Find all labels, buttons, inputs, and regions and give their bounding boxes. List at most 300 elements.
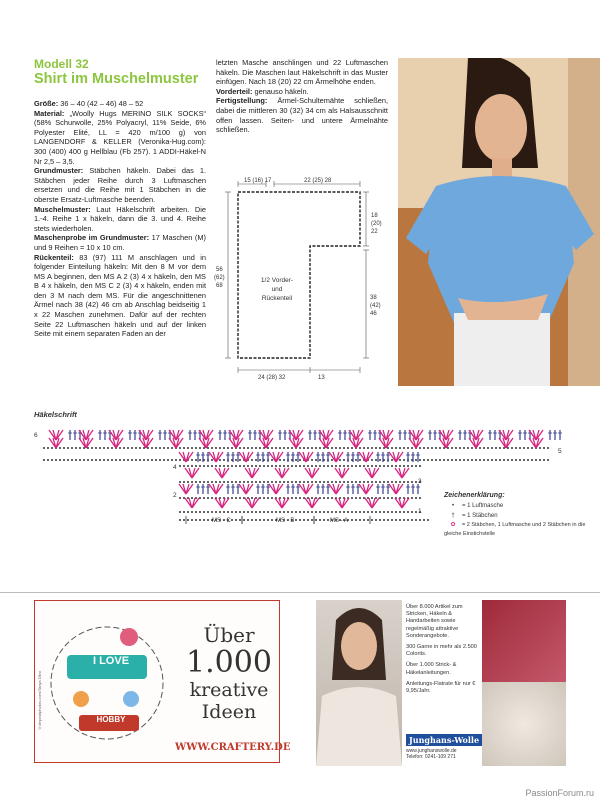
- chain-mark: [251, 511, 253, 513]
- chain-mark: [51, 447, 53, 449]
- chain-mark: [239, 447, 241, 449]
- chain-mark: [75, 459, 77, 461]
- chain-mark: [299, 481, 301, 483]
- shell-stitch-mark: [335, 468, 349, 478]
- chain-mark: [351, 511, 353, 513]
- junghans-brand: [406, 730, 486, 760]
- article-column-1: [34, 58, 206, 339]
- chain-mark: [263, 447, 265, 449]
- row-label-2: 2: [173, 492, 177, 499]
- chain-mark: [291, 481, 293, 483]
- chain-mark: [243, 465, 245, 467]
- chain-mark: [311, 465, 313, 467]
- chain-mark: [43, 447, 45, 449]
- chain-mark: [203, 497, 205, 499]
- chain-mark: [519, 459, 521, 461]
- chain-mark: [399, 511, 401, 513]
- chain-mark: [375, 511, 377, 513]
- chain-mark: [467, 447, 469, 449]
- shell-stitch-mark: [229, 430, 243, 440]
- chain-mark: [139, 447, 141, 449]
- shell-stitch-mark: [395, 498, 409, 508]
- chain-mark: [295, 519, 297, 521]
- chain-mark: [99, 447, 101, 449]
- chain-mark: [419, 519, 421, 521]
- row-label-6: 6: [34, 432, 38, 439]
- chain-mark: [267, 519, 269, 521]
- chain-mark: [323, 481, 325, 483]
- chain-mark: [303, 465, 305, 467]
- chain-mark: [447, 447, 449, 449]
- chain-mark: [411, 497, 413, 499]
- chain-mark: [263, 511, 265, 513]
- article-title: Shirt im Muschelmuster: [34, 71, 199, 87]
- model-number: Modell 32: [34, 57, 89, 71]
- chain-mark: [479, 459, 481, 461]
- chain-mark: [363, 511, 365, 513]
- chain-mark: [203, 481, 205, 483]
- watermark: PassionForum.ru: [525, 788, 594, 798]
- chain-mark: [271, 465, 273, 467]
- shell-stitch-mark: [365, 498, 379, 508]
- chain-mark: [195, 511, 197, 513]
- chain-mark: [383, 481, 385, 483]
- chain-mark: [47, 459, 49, 461]
- chain-mark: [299, 511, 301, 513]
- chain-mark: [451, 459, 453, 461]
- chain-mark: [375, 519, 377, 521]
- chain-mark: [183, 465, 185, 467]
- chain-mark: [63, 447, 65, 449]
- chain-mark: [247, 511, 249, 513]
- chain-mark: [183, 481, 185, 483]
- chain-mark: [251, 519, 253, 521]
- chain-mark: [259, 447, 261, 449]
- chain-mark: [351, 497, 353, 499]
- chain-mark: [483, 447, 485, 449]
- chain-mark: [71, 459, 73, 461]
- chain-mark: [255, 481, 257, 483]
- junghans-ad[interactable]: [316, 600, 566, 766]
- chain-mark: [231, 519, 233, 521]
- chain-mark: [319, 447, 321, 449]
- chain-mark: [435, 447, 437, 449]
- chain-mark: [383, 519, 385, 521]
- chain-mark: [71, 447, 73, 449]
- chain-mark: [279, 447, 281, 449]
- chain-mark: [279, 481, 281, 483]
- instruction-paragraph: Grundmuster: Stäbchen häkeln. Dabei das 1. Stäbchen jeder Reihe durch 3 Luftmaschen ersetzen und die Reihe mit 1 Stäbchen in die oberste Ersatz-Luftmasche beenden.: [34, 166, 206, 204]
- shell-stitch-mark: [239, 452, 253, 462]
- chain-mark: [179, 519, 181, 521]
- chain-mark: [379, 459, 381, 461]
- shell-stitch-mark: [359, 452, 373, 462]
- chain-mark: [371, 497, 373, 499]
- chain-mark: [291, 497, 293, 499]
- chain-mark: [227, 511, 229, 513]
- chain-mark: [299, 447, 301, 449]
- chain-mark: [503, 447, 505, 449]
- row-label-4: 4: [173, 464, 177, 471]
- chain-mark: [275, 511, 277, 513]
- chain-mark: [355, 481, 357, 483]
- chain-mark: [203, 519, 205, 521]
- dim-length: 56 (62) 68: [214, 267, 225, 289]
- shell-stitch-mark: [319, 430, 333, 440]
- chain-mark: [375, 465, 377, 467]
- chain-mark: [99, 459, 101, 461]
- chain-mark: [367, 519, 369, 521]
- chain-mark: [235, 511, 237, 513]
- chain-mark: [375, 481, 377, 483]
- chain-mark: [347, 447, 349, 449]
- chain-mark: [195, 481, 197, 483]
- chain-mark: [471, 447, 473, 449]
- chain-mark: [187, 481, 189, 483]
- shell-stitch-mark: [239, 484, 253, 494]
- chain-mark: [391, 497, 393, 499]
- chain-mark: [447, 459, 449, 461]
- chain-mark: [311, 481, 313, 483]
- shell-stitch-mark: [499, 430, 513, 440]
- chain-mark: [487, 459, 489, 461]
- chain-mark: [359, 465, 361, 467]
- chain-mark: [403, 465, 405, 467]
- chain-mark: [259, 519, 261, 521]
- chain-mark: [123, 447, 125, 449]
- chain-mark: [191, 481, 193, 483]
- chain-mark: [327, 511, 329, 513]
- chain-mark: [415, 511, 417, 513]
- chain-mark: [103, 459, 105, 461]
- chain-mark: [527, 447, 529, 449]
- chain-mark: [311, 497, 313, 499]
- chain-mark: [159, 459, 161, 461]
- chain-mark: [363, 447, 365, 449]
- schematic-center-label: 1/2 Vorder- und Rückenteil: [260, 277, 294, 302]
- chain-mark: [331, 459, 333, 461]
- chain-mark: [215, 511, 217, 513]
- shell-stitch-mark: [275, 498, 289, 508]
- chain-mark: [271, 481, 273, 483]
- chain-mark: [223, 511, 225, 513]
- chain-mark: [495, 459, 497, 461]
- chain-mark: [327, 519, 329, 521]
- chain-mark: [483, 459, 485, 461]
- chain-mark: [515, 447, 517, 449]
- chain-mark: [223, 459, 225, 461]
- chain-mark: [415, 465, 417, 467]
- craftery-headline: Über 1.000 kreative Ideen: [186, 623, 272, 723]
- chain-mark: [403, 519, 405, 521]
- chain-mark: [187, 511, 189, 513]
- chain-mark: [235, 481, 237, 483]
- instruction-paragraph: Vorderteil: genauso häkeln.: [216, 86, 309, 96]
- chain-mark: [343, 481, 345, 483]
- shell-stitch-mark: [395, 468, 409, 478]
- chain-mark: [283, 459, 285, 461]
- instruction-paragraph: Material: „Woolly Hugs MERINO SILK SOCKS“ (58% Schurwolle, 25% Polyacryl, 11% Seide, 6% Polyester Elité, LL = 420 m/100 g) von LANGENDORF & KELLER (Veronika-Hug.com): 300 (400) 400 g Hellblau (Fb 257). 1 ADDI-Häkel-N Nr 2,5 – 3,5.: [34, 108, 206, 166]
- chain-mark: [315, 447, 317, 449]
- chain-mark: [307, 511, 309, 513]
- chain-mark: [523, 447, 525, 449]
- chain-mark: [487, 447, 489, 449]
- chain-mark: [211, 481, 213, 483]
- junghans-website-link[interactable]: www.junghanswolle.de: [406, 748, 457, 754]
- row-label-5: 5: [558, 448, 562, 455]
- chain-mark: [203, 511, 205, 513]
- craftery-ad[interactable]: [34, 600, 291, 763]
- junghans-bullets: Über 8.000 Artikel zum Stricken, Häkeln & Handarbeiten sowie regelmäßig attraktive Sonderangebote. 300 Garne in mehr als 2.500 Colorits. Über 1.000 Strick- & Häkelanleitungen. Anleitungs-Flatrate für nur € 9,95/Jahr.: [406, 604, 477, 695]
- chain-mark: [315, 459, 317, 461]
- chain-mark: [451, 447, 453, 449]
- chain-mark: [315, 519, 317, 521]
- chain-mark: [279, 459, 281, 461]
- shell-stitch-mark: [389, 452, 403, 462]
- junghans-logo: Junghans-Wolle: [406, 734, 482, 746]
- chain-mark: [391, 459, 393, 461]
- chain-mark: [431, 447, 433, 449]
- chain-mark: [411, 481, 413, 483]
- chain-mark: [371, 447, 373, 449]
- shell-stitch-mark: [305, 498, 319, 508]
- chain-mark: [311, 511, 313, 513]
- chain-mark: [523, 459, 525, 461]
- chain-mark: [271, 511, 273, 513]
- chain-mark: [135, 459, 137, 461]
- chain-mark: [279, 465, 281, 467]
- chain-mark: [227, 465, 229, 467]
- chain-mark: [387, 481, 389, 483]
- chain-mark: [415, 497, 417, 499]
- chain-mark: [107, 459, 109, 461]
- chain-mark: [239, 465, 241, 467]
- chain-mark: [179, 511, 181, 513]
- chain-mark: [379, 519, 381, 521]
- chain-mark: [343, 459, 345, 461]
- chain-mark: [55, 459, 57, 461]
- instructions-text-1: [34, 99, 206, 339]
- chain-mark: [355, 459, 357, 461]
- chain-mark: [323, 447, 325, 449]
- dim-sleeve-height: 18 (20) 22: [371, 213, 382, 235]
- chain-mark: [351, 481, 353, 483]
- chain-mark: [415, 481, 417, 483]
- shell-stitch-mark: [299, 452, 313, 462]
- chain-mark: [211, 497, 213, 499]
- shell-stitch-mark: [49, 430, 63, 440]
- chain-mark: [491, 447, 493, 449]
- chain-mark: [407, 519, 409, 521]
- shell-stitch-mark: [245, 468, 259, 478]
- chain-mark: [331, 481, 333, 483]
- chain-mark: [51, 459, 53, 461]
- chain-mark: [535, 459, 537, 461]
- chain-mark: [263, 481, 265, 483]
- chain-mark: [59, 459, 61, 461]
- chain-mark: [391, 511, 393, 513]
- craftery-url-link[interactable]: WWW.CRAFTERY.DE: [175, 742, 291, 753]
- chain-mark: [355, 511, 357, 513]
- chain-mark: [203, 447, 205, 449]
- chain-mark: [347, 481, 349, 483]
- chain-mark: [231, 447, 233, 449]
- chain-mark: [323, 511, 325, 513]
- chain-mark: [127, 447, 129, 449]
- chain-mark: [327, 447, 329, 449]
- chain-mark: [379, 447, 381, 449]
- chain-mark: [499, 459, 501, 461]
- chain-mark: [159, 447, 161, 449]
- chain-mark: [183, 519, 185, 521]
- shell-stitch-mark: [269, 452, 283, 462]
- chain-mark: [255, 459, 257, 461]
- chain-mark: [255, 519, 257, 521]
- chain-mark: [359, 459, 361, 461]
- chain-mark: [307, 519, 309, 521]
- chain-mark: [303, 511, 305, 513]
- chain-mark: [135, 447, 137, 449]
- chain-mark: [191, 465, 193, 467]
- chain-mark: [139, 459, 141, 461]
- chain-mark: [243, 519, 245, 521]
- shell-stitch-mark: [365, 468, 379, 478]
- chain-mark: [339, 447, 341, 449]
- chain-mark: [247, 465, 249, 467]
- shell-stitch-mark: [529, 430, 543, 440]
- chain-mark: [391, 465, 393, 467]
- chain-mark: [351, 465, 353, 467]
- chain-mark: [239, 481, 241, 483]
- shell-stitch-mark: [179, 484, 193, 494]
- chain-mark: [387, 447, 389, 449]
- chain-mark: [407, 447, 409, 449]
- chain-mark: [275, 447, 277, 449]
- shell-stitch-mark: [79, 430, 93, 440]
- chain-mark: [527, 459, 529, 461]
- chain-mark: [407, 481, 409, 483]
- shell-stitch-mark: [289, 430, 303, 440]
- chain-mark: [327, 465, 329, 467]
- chain-mark: [371, 465, 373, 467]
- chain-mark: [359, 519, 361, 521]
- shell-stitch-mark: [139, 430, 153, 440]
- dim-bottom-right: 13: [318, 375, 325, 381]
- shell-stitch-mark: [169, 430, 183, 440]
- chain-mark: [187, 447, 189, 449]
- chain-mark: [315, 465, 317, 467]
- chain-mark: [91, 447, 93, 449]
- chain-mark: [179, 481, 181, 483]
- chain-mark: [375, 459, 377, 461]
- chain-mark: [343, 465, 345, 467]
- chain-mark: [87, 447, 89, 449]
- chain-mark: [455, 459, 457, 461]
- chain-mark: [119, 447, 121, 449]
- chain-mark: [255, 447, 257, 449]
- dim-body-height: 38 (42) 46: [370, 295, 381, 317]
- shell-stitch-mark: [245, 498, 259, 508]
- row-label-3: 3: [418, 478, 422, 485]
- chain-mark: [131, 447, 133, 449]
- shell-stitch-mark: [109, 430, 123, 440]
- ad-model-photo: [316, 600, 402, 766]
- chain-mark: [219, 511, 221, 513]
- chain-mark: [243, 511, 245, 513]
- chain-mark: [519, 447, 521, 449]
- chain-mark: [223, 481, 225, 483]
- shell-stitch-mark: [299, 484, 313, 494]
- chain-mark: [95, 459, 97, 461]
- chain-mark: [119, 459, 121, 461]
- shell-stitch-mark: [305, 468, 319, 478]
- chain-mark: [411, 465, 413, 467]
- chain-mark: [143, 447, 145, 449]
- chain-mark: [199, 519, 201, 521]
- chain-mark: [327, 497, 329, 499]
- chain-mark: [307, 481, 309, 483]
- badge-i-love: I LOVE: [92, 655, 130, 667]
- chain-mark: [427, 459, 429, 461]
- chain-mark: [507, 447, 509, 449]
- chain-mark: [251, 459, 253, 461]
- chain-mark: [335, 465, 337, 467]
- chain-mark: [267, 465, 269, 467]
- chain-mark: [259, 459, 261, 461]
- chain-mark: [427, 447, 429, 449]
- chain-mark: [295, 481, 297, 483]
- chain-mark: [195, 465, 197, 467]
- chain-mark: [95, 447, 97, 449]
- chain-mark: [343, 511, 345, 513]
- chain-mark: [183, 511, 185, 513]
- chain-mark: [127, 459, 129, 461]
- chain-mark: [311, 519, 313, 521]
- chain-mark: [235, 497, 237, 499]
- chain-mark: [387, 511, 389, 513]
- chain-mark: [295, 465, 297, 467]
- chain-mark: [207, 447, 209, 449]
- chain-mark: [211, 447, 213, 449]
- chain-mark: [215, 481, 217, 483]
- chain-mark: [231, 465, 233, 467]
- chain-mark: [383, 497, 385, 499]
- chain-mark: [223, 447, 225, 449]
- chain-mark: [299, 497, 301, 499]
- chain-mark: [179, 447, 181, 449]
- chain-mark: [531, 459, 533, 461]
- legend-item-dc: † = 1 Stäbchen: [444, 511, 594, 521]
- chain-mark: [355, 497, 357, 499]
- chain-mark: [155, 459, 157, 461]
- chain-mark: [247, 447, 249, 449]
- chain-mark: [239, 519, 241, 521]
- chain-mark: [319, 511, 321, 513]
- chart-legend: [444, 492, 594, 539]
- chain-mark: [363, 481, 365, 483]
- chain-mark: [363, 465, 365, 467]
- chain-mark: [287, 447, 289, 449]
- chain-mark: [175, 459, 177, 461]
- chain-mark: [295, 511, 297, 513]
- shell-stitch-mark: [439, 430, 453, 440]
- chain-mark: [179, 497, 181, 499]
- chain-mark: [463, 459, 465, 461]
- dim-top-right: 22 (25) 28: [304, 178, 332, 184]
- chain-mark: [395, 511, 397, 513]
- chain-mark: [243, 447, 245, 449]
- chain-mark: [147, 447, 149, 449]
